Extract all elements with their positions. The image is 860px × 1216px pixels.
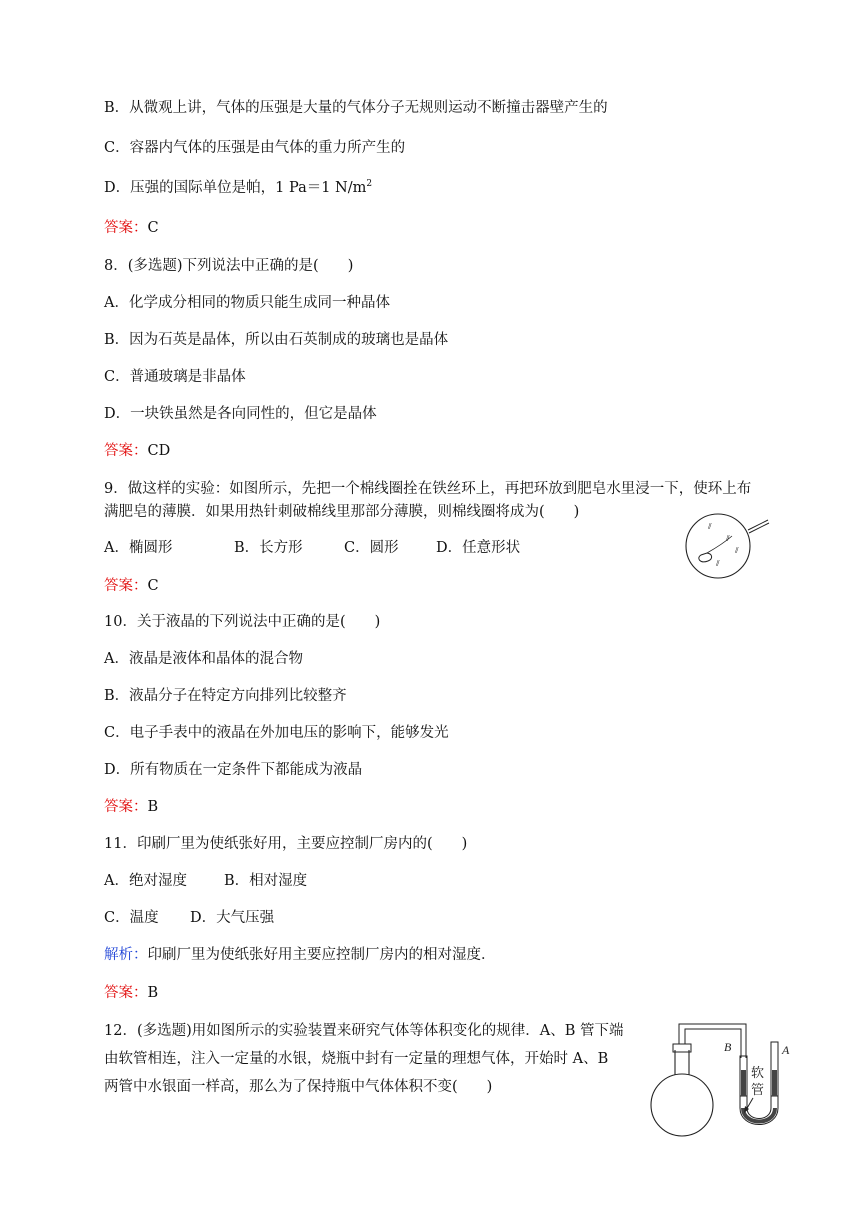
answer-value: B — [147, 799, 159, 815]
q9-options — [104, 538, 520, 558]
answer-label: 答案： — [104, 799, 148, 815]
analysis-label: 解析： — [104, 947, 148, 963]
q9-stem-line-1: 9．做这样的实验：如图所示，先把一个棉线圈拴在铁丝环上，再把环放到肥皂水里浸一下，使环上布 — [104, 481, 752, 497]
q9-option-d: D．任意形状 — [436, 540, 521, 556]
q7-option-c: C．容器内气体的压强是由气体的重力所产生的 — [104, 140, 406, 156]
q7-option-d — [104, 178, 372, 198]
q11-options-row-2 — [104, 908, 274, 928]
q10-option-b: B．液晶分子在特定方向排列比较整齐 — [104, 688, 347, 704]
answer-label: 答案： — [104, 985, 148, 1001]
q9-stem-line-2: 满肥皂的薄膜．如果用热针刺破棉线里那部分薄膜，则棉线圈将成为( ) — [104, 504, 580, 520]
q8-stem: 8．(多选题)下列说法中正确的是( ) — [104, 258, 354, 274]
q10-option-d: D．所有物质在一定条件下都能成为液晶 — [104, 762, 363, 778]
svg-text:⫽: ⫽ — [716, 559, 720, 568]
answer-value: CD — [147, 443, 171, 459]
svg-text:⫽: ⫽ — [735, 546, 739, 555]
q11-option-b: B．相对湿度 — [224, 873, 308, 889]
q9-option-b: B．长方形 — [234, 540, 303, 556]
q11-answer — [104, 983, 158, 1003]
q7-answer — [104, 218, 159, 238]
q8-option-b: B．因为石英是晶体，所以由石英制成的玻璃也是晶体 — [104, 332, 449, 348]
q10-option-c: C．电子手表中的液晶在外加电压的影响下，能够发光 — [104, 725, 449, 741]
q9-option-c: C．圆形 — [344, 540, 399, 556]
q8-option-a: A．化学成分相同的物质只能生成同一种晶体 — [104, 295, 390, 311]
q10-answer — [104, 797, 158, 817]
answer-label: 答案： — [104, 443, 148, 459]
soft-tube-label-2: 管 — [751, 1083, 765, 1098]
q11-option-d: D．大气压强 — [190, 910, 275, 926]
q11-options-row-1 — [104, 871, 307, 891]
gas-apparatus-figure — [648, 1018, 808, 1142]
q12-stem-line-2: 由软管相连，注入一定量的水银，烧瓶中封有一定量的理想气体，开始时 A、B — [104, 1051, 609, 1067]
answer-value: C — [147, 578, 159, 594]
q11-analysis — [104, 945, 496, 965]
soap-film-ring-figure — [680, 508, 780, 580]
answer-value: C — [147, 220, 159, 236]
q11-option-c: C．温度 — [104, 910, 159, 926]
answer-label: 答案： — [104, 578, 148, 594]
q10-option-a: A．液晶是液体和晶体的混合物 — [104, 651, 303, 667]
svg-text:⫽: ⫽ — [726, 534, 730, 543]
q7-option-d-text: D．压强的国际单位是帕，1 Pa＝1 N/m — [104, 180, 367, 196]
q11-option-a: A．绝对湿度 — [104, 873, 187, 889]
q9-answer — [104, 576, 159, 596]
q8-answer — [104, 441, 170, 461]
answer-label: 答案： — [104, 220, 148, 236]
soft-tube-label-1: 软 — [751, 1066, 765, 1081]
svg-text:⫽: ⫽ — [708, 522, 712, 531]
q7-option-d-superscript: 2 — [366, 179, 373, 190]
tube-a-label: A — [782, 1043, 790, 1057]
q12-stem-line-1: 12．(多选题)用如图所示的实验装置来研究气体等体积变化的规律．A、B 管下端 — [104, 1023, 624, 1039]
q9-option-a: A．椭圆形 — [104, 540, 173, 556]
q7-option-b: B．从微观上讲，气体的压强是大量的气体分子无规则运动不断撞击器壁产生的 — [104, 100, 608, 116]
q10-stem: 10．关于液晶的下列说法中正确的是( ) — [104, 614, 381, 630]
q11-stem: 11．印刷厂里为使纸张好用，主要应控制厂房内的( ) — [104, 836, 468, 852]
analysis-text: 印刷厂里为使纸张好用主要应控制厂房内的相对湿度． — [147, 947, 496, 963]
q8-option-c: C．普通玻璃是非晶体 — [104, 369, 246, 385]
q8-option-d: D．一块铁虽然是各向同性的，但它是晶体 — [104, 406, 377, 422]
tube-b-label: B — [724, 1040, 732, 1054]
answer-value: B — [147, 985, 159, 1001]
q12-stem-line-3: 两管中水银面一样高，那么为了保持瓶中气体体积不变( ) — [104, 1079, 493, 1095]
